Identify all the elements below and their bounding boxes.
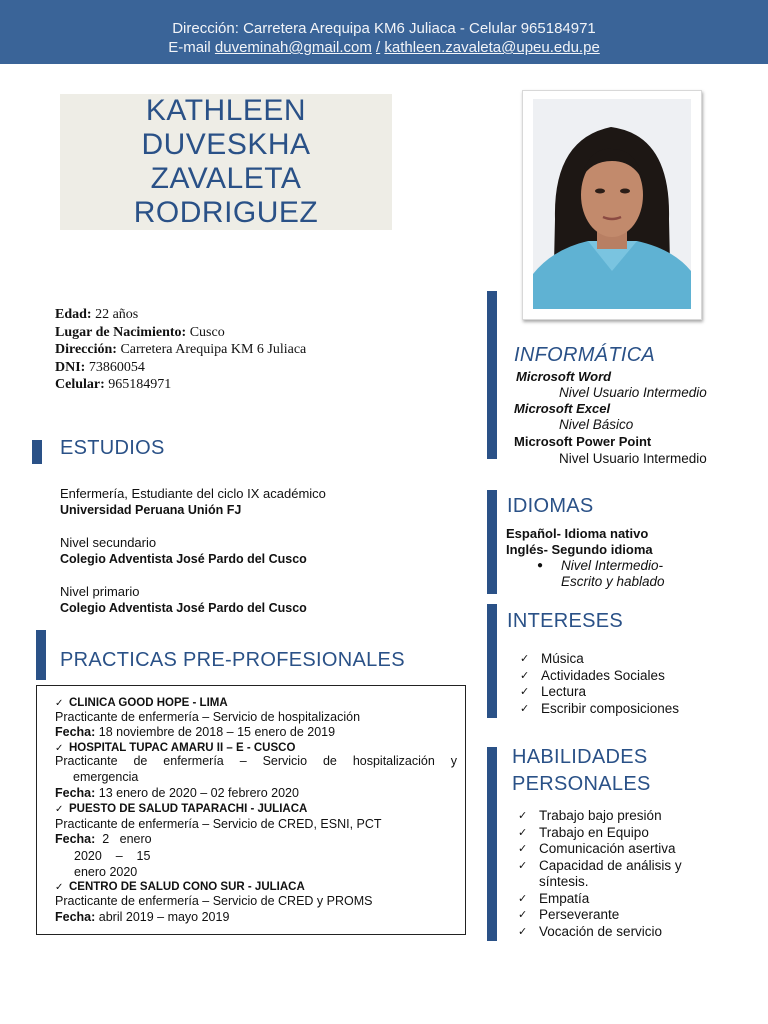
- age-label: Edad:: [55, 307, 92, 322]
- check-icon: ✓: [520, 669, 530, 682]
- skill-name: Microsoft Excel: [514, 401, 611, 416]
- personal-row-age: [55, 306, 306, 324]
- estudio-item: [60, 486, 326, 518]
- habilidad-text: Trabajo en Equipo: [539, 824, 649, 840]
- habilidades-list: [518, 808, 728, 940]
- informatica-title: INFORMÁTICA: [514, 344, 656, 366]
- check-icon: ✓: [518, 843, 528, 855]
- address-value: Carretera Arequipa KM 6 Juliaca: [116, 342, 307, 357]
- practica-role: Practicante de enfermería – Servicio de CRED, ESNI, PCT: [55, 817, 382, 831]
- age-value: 22 años: [91, 307, 139, 322]
- email-link-2[interactable]: kathleen.zavaleta@upeu.edu.pe: [384, 39, 600, 56]
- intereses-list: [520, 651, 679, 717]
- personal-row-birthplace: [55, 324, 306, 342]
- fecha-value: 2 enero: [95, 832, 152, 846]
- personal-row-dni: [55, 359, 306, 377]
- profile-photo-frame: [522, 90, 702, 320]
- full-name: [60, 94, 392, 230]
- fecha-value: abril 2019 – mayo 2019: [95, 910, 230, 924]
- habilidad-item: [518, 858, 728, 891]
- practica-place-text: CLINICA GOOD HOPE - LIMA: [69, 697, 228, 709]
- address-label: Dirección:: [55, 342, 117, 357]
- habilidad-text: Comunicación asertiva: [539, 841, 676, 856]
- name-line-1: KATHLEEN DUVESKHA: [141, 94, 311, 161]
- interes-text: Lectura: [541, 684, 587, 699]
- habilidad-text: Perseverante: [539, 907, 620, 922]
- idioma-level-cont: Escrito y hablado: [561, 574, 665, 589]
- check-icon: ✓: [518, 909, 528, 921]
- phone-value: 965184971: [104, 377, 172, 392]
- personal-row-phone: [55, 376, 306, 394]
- practica-date: [55, 832, 152, 848]
- check-icon: ✓: [518, 892, 528, 905]
- practica-place-text: PUESTO DE SALUD TAPARACHI - JULIACA: [69, 803, 308, 815]
- intereses-title: INTERESES: [507, 610, 624, 632]
- practica-place-text: CENTRO DE SALUD CONO SUR - JULIACA: [69, 881, 305, 893]
- contact-header: [0, 0, 768, 64]
- habilidades-title: [512, 744, 651, 798]
- habilidad-item: [518, 825, 728, 842]
- check-icon: ✓: [55, 698, 64, 709]
- name-line-2: ZAVALETA RODRIGUEZ: [133, 162, 319, 229]
- check-icon: ✓: [520, 686, 530, 698]
- skill-level: Nivel Usuario Intermedio: [559, 385, 707, 400]
- habilidad-text: Trabajo bajo presión: [539, 808, 662, 823]
- interes-item: [520, 651, 679, 668]
- practicas-accent-bar: [36, 630, 46, 680]
- idioma-line: Español- Idioma nativo: [506, 526, 649, 541]
- estudio-school: Universidad Peruana Unión FJ: [60, 503, 242, 517]
- practica-date: [55, 786, 299, 802]
- birthplace-label: Lugar de Nacimiento:: [55, 324, 187, 340]
- estudio-level: Nivel primario: [60, 584, 140, 599]
- birthplace-value: Cusco: [186, 324, 225, 340]
- check-icon: ✓: [518, 810, 528, 822]
- email-link-1[interactable]: duveminah@gmail.com: [214, 39, 372, 56]
- idiomas-title: IDIOMAS: [507, 495, 594, 517]
- email-prefix: E-mail: [168, 39, 211, 56]
- skill-name: Microsoft Power Point: [514, 434, 652, 449]
- practica-role: Practicante de enfermería – Servicio de CRED y PROMS: [55, 894, 373, 908]
- interes-item: [520, 701, 679, 718]
- bullet-icon: ●: [537, 560, 544, 571]
- skill-level: Nivel Usuario Intermedio: [559, 451, 707, 466]
- check-icon: ✓: [520, 702, 530, 715]
- check-icon: ✓: [55, 882, 64, 893]
- interes-text: Escribir composiciones: [541, 700, 680, 716]
- habilidad-item: [518, 924, 728, 941]
- habilidades-title-line2: PERSONALES: [512, 773, 651, 795]
- interes-text: Actividades Sociales: [541, 667, 665, 683]
- practicas-title: PRACTICAS PRE-PROFESIONALES: [60, 649, 405, 671]
- estudio-school: Colegio Adventista José Pardo del Cusco: [60, 552, 307, 566]
- check-icon: ✓: [518, 859, 528, 872]
- check-icon: ✓: [55, 743, 64, 754]
- habilidad-text: Capacidad de análisis y síntesis.: [539, 857, 682, 889]
- dni-label: DNI:: [55, 359, 86, 375]
- estudios-accent-bar: [32, 440, 42, 464]
- estudio-item: [60, 584, 307, 616]
- dni-value: 73860054: [85, 359, 145, 375]
- phone-label: Celular:: [55, 377, 105, 392]
- intereses-accent-bar: [487, 604, 497, 718]
- habilidad-item: [518, 808, 728, 825]
- estudio-item: [60, 535, 307, 567]
- practica-role: Practicante de enfermería – Servicio de hospitalización y: [55, 754, 457, 768]
- fecha-label: Fecha:: [55, 725, 96, 739]
- practica-role: Practicante de enfermería – Servicio de hospitalización: [55, 710, 361, 724]
- habilidades-title-line1: HABILIDADES: [512, 746, 648, 768]
- interes-item: [520, 684, 679, 701]
- idioma-line: Inglés- Segundo idioma: [506, 542, 653, 557]
- practica-date-cont: 2020 – 15: [74, 849, 151, 863]
- check-icon: ✓: [518, 925, 528, 938]
- habilidades-accent-bar: [487, 747, 497, 941]
- personal-info: [55, 306, 306, 394]
- idiomas-accent-bar: [487, 490, 497, 594]
- estudio-school: Colegio Adventista José Pardo del Cusco: [60, 601, 307, 615]
- practicas-box: [36, 685, 466, 935]
- practica-place: [55, 801, 307, 818]
- practica-role-cont: emergencia: [73, 770, 139, 784]
- habilidad-text: Empatía: [539, 890, 590, 906]
- habilidad-item: [518, 841, 728, 858]
- interes-text: Música: [541, 651, 584, 666]
- estudio-level: Enfermería, Estudiante del ciclo IX académico: [60, 486, 326, 501]
- idioma-level: Nivel Intermedio-: [561, 558, 664, 573]
- profile-photo: [533, 99, 691, 309]
- fecha-label: Fecha:: [55, 786, 96, 800]
- practica-date-cont: enero 2020: [74, 865, 138, 879]
- fecha-label: Fecha:: [55, 910, 96, 924]
- check-icon: ✓: [520, 653, 530, 665]
- fecha-value: 13 enero de 2020 – 02 febrero 2020: [95, 786, 299, 800]
- email-separator: /: [376, 39, 381, 56]
- estudio-level: Nivel secundario: [60, 535, 157, 550]
- interes-item: [520, 668, 679, 685]
- header-email-line: [0, 38, 768, 57]
- fecha-value: 18 noviembre de 2018 – 15 enero de 2019: [95, 725, 336, 739]
- informatica-accent-bar: [487, 291, 497, 459]
- practica-date: [55, 910, 229, 926]
- estudios-title: ESTUDIOS: [60, 437, 165, 459]
- practica-date: [55, 725, 335, 741]
- habilidad-item: [518, 907, 728, 924]
- fecha-label: Fecha:: [55, 832, 96, 846]
- habilidad-item: [518, 891, 728, 908]
- header-address-line: Dirección: Carretera Arequipa KM6 Juliaca - Celular 965184971: [172, 20, 596, 37]
- check-icon: ✓: [518, 826, 528, 839]
- skill-level: Nivel Básico: [559, 417, 634, 432]
- check-icon: ✓: [55, 804, 64, 815]
- practica-place-text: HOSPITAL TUPAC AMARU II – E - CUSCO: [69, 742, 296, 754]
- personal-row-address: [55, 341, 306, 359]
- habilidad-text: Vocación de servicio: [539, 923, 663, 939]
- skill-name: Microsoft Word: [516, 369, 612, 384]
